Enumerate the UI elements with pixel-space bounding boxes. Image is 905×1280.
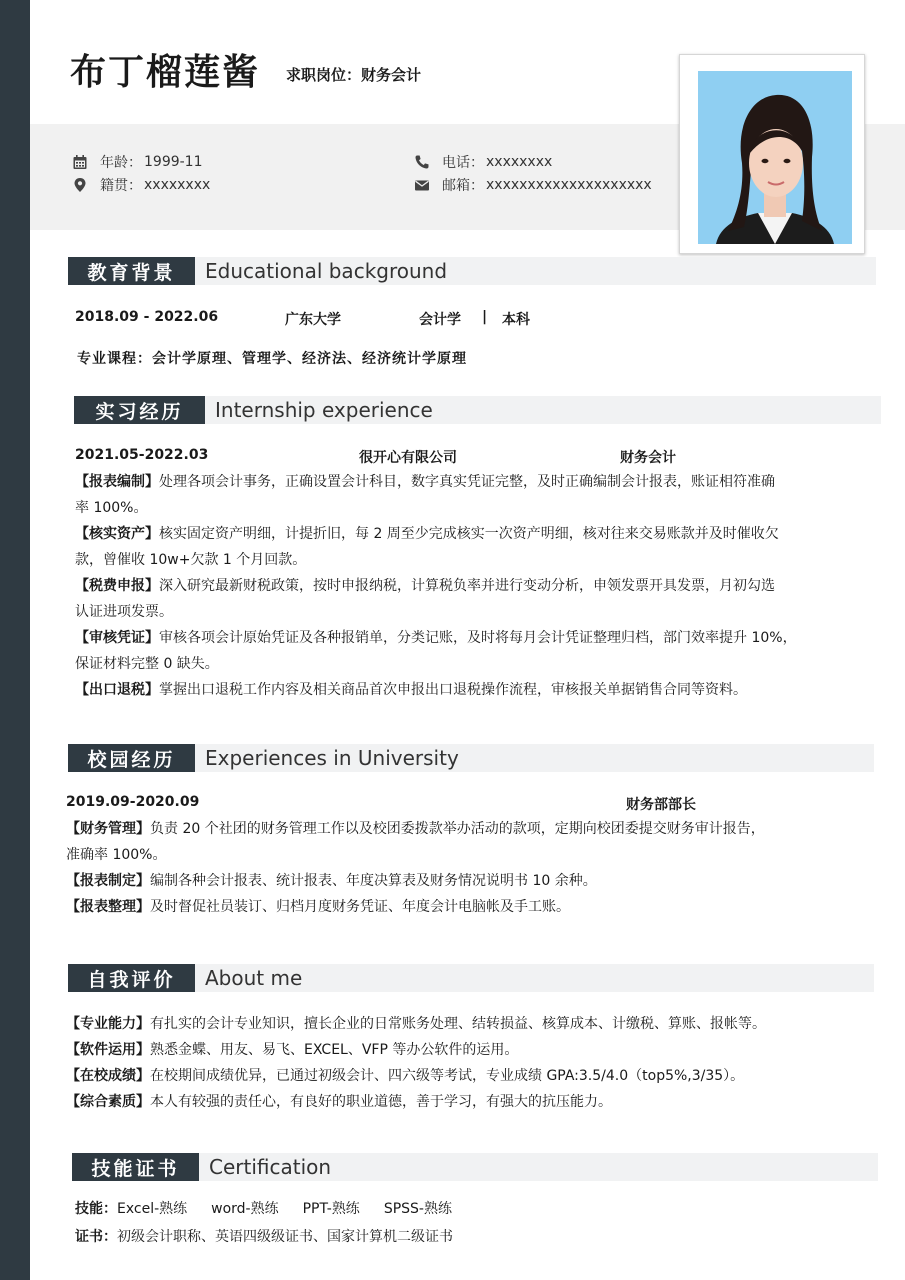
job-value: 财务会计 — [361, 66, 422, 84]
location-icon — [72, 177, 88, 193]
origin-value: xxxxxxxx — [144, 177, 211, 193]
certs-label: 证书： — [75, 1229, 117, 1245]
campus-item — [66, 894, 876, 920]
education-courses: 专业课程：会计学原理、管理学、经济法、经济统计学原理 — [77, 351, 467, 367]
section-education-header — [68, 257, 876, 285]
item-tag: 【专业能力】 — [66, 1016, 150, 1032]
internship-period: 2021.05-2022.03 — [75, 447, 209, 463]
item-text: 掌握出口退税工作内容及相关商品首次申报出口退税操作流程，审核报关单据销售合同等资料。 — [159, 682, 747, 698]
item-line — [75, 573, 875, 599]
certs-value: 初级会计职称、英语四级级证书、国家计算机二级证书 — [117, 1229, 453, 1245]
section-internship-header — [74, 396, 881, 424]
profile-photo-frame — [679, 54, 865, 254]
item-line-2: 准确率 100%。 — [66, 847, 167, 863]
section-campus-header — [68, 744, 874, 772]
education-degree: 本科 — [502, 312, 530, 328]
email-value: xxxxxxxxxxxxxxxxxxxx — [486, 177, 652, 193]
section-title-cn: 技能证书 — [72, 1153, 199, 1181]
item-tag: 【软件运用】 — [66, 1042, 150, 1058]
skill-item: SPSS-熟练 — [383, 1201, 452, 1217]
internship-item — [75, 469, 875, 521]
campus-item — [66, 816, 876, 868]
section-title-en: About me — [205, 966, 303, 990]
section-title-cn: 校园经历 — [68, 744, 195, 772]
item-line — [75, 625, 875, 651]
section-title-en: Educational background — [205, 259, 448, 283]
item-tag: 【税费申报】 — [75, 578, 159, 594]
section-title-en: Certification — [209, 1155, 332, 1179]
education-separator: | — [482, 309, 488, 325]
section-title-en: Internship experience — [215, 398, 433, 422]
item-tag: 【报表制定】 — [66, 873, 150, 889]
about-item — [66, 1011, 876, 1037]
age-label: 年龄： — [100, 155, 142, 171]
info-origin — [72, 175, 210, 195]
about-item — [66, 1089, 876, 1115]
item-line — [75, 469, 875, 495]
email-label: 邮箱： — [442, 178, 484, 194]
education-period: 2018.09 - 2022.06 — [75, 309, 219, 325]
phone-icon — [414, 154, 430, 170]
item-text: 及时督促社员装订、归档月度财务凭证、年度会计电脑帐及手工账。 — [150, 899, 570, 915]
item-line — [66, 816, 876, 842]
job-objective — [286, 64, 421, 85]
cert-certificates — [75, 1226, 453, 1246]
item-tag: 【出口退税】 — [75, 682, 159, 698]
info-phone — [414, 152, 552, 172]
section-about-header — [68, 964, 874, 992]
section-cert-header — [72, 1153, 878, 1181]
internship-company: 很开心有限公司 — [359, 450, 457, 466]
cert-skills — [75, 1198, 452, 1218]
item-line-2: 率 100%。 — [75, 500, 148, 516]
section-title-cn: 自我评价 — [68, 964, 195, 992]
internship-item — [75, 677, 875, 703]
item-line-2: 保证材料完整 0 缺失。 — [75, 656, 219, 672]
item-tag: 【综合素质】 — [66, 1094, 150, 1110]
section-title-cn: 教育背景 — [68, 257, 195, 285]
internship-role: 财务会计 — [620, 450, 676, 466]
skill-item: PPT-熟练 — [302, 1201, 360, 1217]
job-label: 求职岗位： — [286, 66, 362, 84]
item-line — [66, 894, 876, 920]
internship-item — [75, 573, 875, 625]
campus-role: 财务部部长 — [626, 797, 696, 813]
item-line — [75, 677, 875, 703]
age-value: 1999-11 — [144, 154, 203, 170]
item-text: 有扎实的会计专业知识，擅长企业的日常账务处理、结转损益、核算成本、计缴税、算账、报帐等。 — [150, 1016, 766, 1032]
skill-item: Excel-熟练 — [117, 1201, 188, 1217]
item-tag: 【在校成绩】 — [66, 1068, 150, 1084]
item-text: 负责 20 个社团的财务管理工作以及校团委拨款举办活动的款项，定期向校团委提交财务审计报告， — [150, 821, 765, 837]
campus-item — [66, 868, 876, 894]
item-text: 审核各项会计原始凭证及各种报销单，分类记账，及时将每月会计凭证整理归档，部门效率提升 10%， — [159, 630, 797, 646]
item-tag: 【财务管理】 — [66, 821, 150, 837]
education-major: 会计学 — [419, 312, 461, 328]
item-line-2: 认证进项发票。 — [75, 604, 173, 620]
calendar-icon — [72, 154, 88, 170]
item-tag: 【核实资产】 — [75, 526, 159, 542]
item-text: 核实固定资产明细，计提折旧，每 2 周至少完成核实一次资产明细，核对往来交易账款并及时催收欠 — [159, 526, 779, 542]
profile-photo — [698, 71, 852, 244]
info-age — [72, 152, 203, 172]
candidate-name: 布丁榴莲酱 — [70, 52, 261, 93]
phone-label: 电话： — [442, 155, 484, 171]
item-text: 本人有较强的责任心，有良好的职业道德，善于学习，有强大的抗压能力。 — [150, 1094, 612, 1110]
skill-item: word-熟练 — [211, 1201, 279, 1217]
about-item — [66, 1063, 876, 1089]
internship-item — [75, 521, 875, 573]
item-text: 深入研究最新财税政策，按时申报纳税，计算税负率并进行变动分析，申领发票开具发票，月初勾选 — [159, 578, 775, 594]
section-title-en: Experiences in University — [205, 746, 459, 770]
left-accent-bar — [0, 0, 30, 1280]
phone-value: xxxxxxxx — [486, 154, 553, 170]
item-line-2: 款，曾催收 10w+欠款 1 个月回款。 — [75, 552, 307, 568]
item-line — [75, 521, 875, 547]
item-text: 编制各种会计报表、统计报表、年度决算表及财务情况说明书 10 余种。 — [150, 873, 597, 889]
mail-icon — [414, 177, 430, 193]
info-email — [414, 175, 652, 195]
about-item — [66, 1037, 876, 1063]
education-school: 广东大学 — [285, 312, 341, 328]
item-tag: 【报表编制】 — [75, 474, 159, 490]
item-text: 处理各项会计事务，正确设置会计科目，数字真实凭证完整，及时正确编制会计报表，账证相符准确 — [159, 474, 775, 490]
campus-period: 2019.09-2020.09 — [66, 794, 200, 810]
internship-item — [75, 625, 875, 677]
skills-label: 技能： — [75, 1201, 117, 1217]
item-tag: 【审核凭证】 — [75, 630, 159, 646]
item-text: 在校期间成绩优异，已通过初级会计、四六级等考试，专业成绩 GPA:3.5/4.0（top5%,3/35）。 — [150, 1068, 745, 1084]
section-title-cn: 实习经历 — [74, 396, 205, 424]
item-tag: 【报表整理】 — [66, 899, 150, 915]
origin-label: 籍贯： — [100, 178, 142, 194]
item-text: 熟悉金蝶、用友、易飞、EXCEL、VFP 等办公软件的运用。 — [150, 1042, 519, 1058]
item-line — [66, 868, 876, 894]
